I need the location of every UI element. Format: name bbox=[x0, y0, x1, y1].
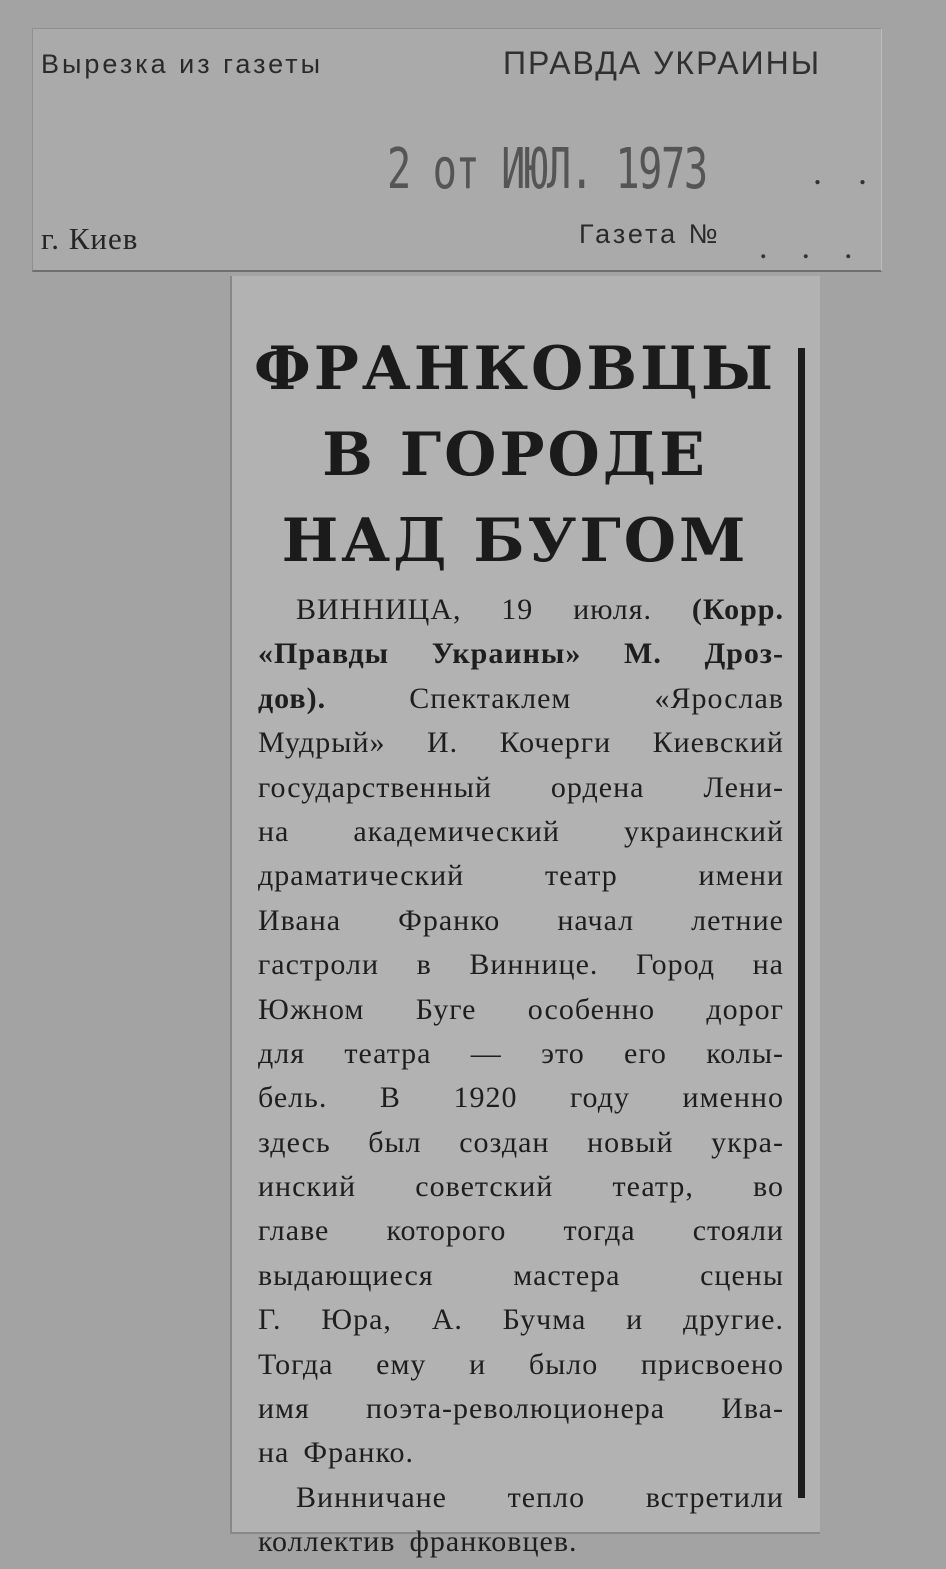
article-word: В bbox=[379, 1081, 401, 1115]
article-word: 1920 bbox=[453, 1081, 518, 1115]
article-line bbox=[258, 677, 784, 721]
article-word: Дроз- bbox=[704, 637, 784, 671]
article-line bbox=[258, 1165, 784, 1209]
article-word: академический bbox=[353, 814, 560, 848]
article-line bbox=[258, 1254, 784, 1298]
article-word: Лени- bbox=[703, 770, 784, 804]
article-word: его bbox=[624, 1036, 667, 1070]
article-line bbox=[258, 1343, 784, 1387]
article-line bbox=[258, 1209, 784, 1253]
article-word: начал bbox=[557, 903, 635, 937]
article-word: государственный bbox=[258, 770, 492, 804]
article-line bbox=[258, 899, 784, 943]
article-line bbox=[258, 854, 784, 898]
date-stamp: 2 от ИЮЛ. 1973 bbox=[387, 137, 707, 202]
article-word: ордена bbox=[550, 770, 645, 804]
article-word: театра bbox=[344, 1036, 432, 1070]
clipping-mount-card bbox=[32, 28, 903, 272]
article-line bbox=[258, 721, 784, 765]
article-word: был bbox=[368, 1125, 422, 1159]
article-word: Юра, bbox=[321, 1303, 392, 1337]
article-line bbox=[258, 1076, 784, 1120]
article-line bbox=[258, 943, 784, 987]
article-word: сцены bbox=[700, 1258, 784, 1292]
article-word: которого bbox=[386, 1214, 507, 1248]
date-dots: .. bbox=[813, 152, 903, 192]
article-line bbox=[258, 1476, 784, 1520]
article-word: тепло bbox=[507, 1480, 586, 1514]
article-word: встретили bbox=[645, 1480, 784, 1514]
article-word: присвоено bbox=[640, 1347, 784, 1381]
article-word: главе bbox=[258, 1214, 330, 1248]
article-word: стояли bbox=[692, 1214, 784, 1248]
article-line bbox=[258, 1431, 784, 1475]
article-line bbox=[258, 588, 784, 632]
article-word: Франко bbox=[398, 903, 501, 937]
article-line bbox=[258, 988, 784, 1032]
article-line bbox=[258, 810, 784, 854]
article-word: это bbox=[541, 1036, 585, 1070]
article-word: во bbox=[753, 1170, 784, 1204]
article-line bbox=[258, 1298, 784, 1342]
article-word: поэта-революционера bbox=[365, 1392, 666, 1426]
article-word: Бучма bbox=[502, 1303, 587, 1337]
article-word: Виннице. bbox=[469, 948, 599, 982]
article-word: на bbox=[258, 814, 290, 848]
article-word: другие. bbox=[682, 1303, 784, 1337]
article-word: бель. bbox=[258, 1081, 328, 1115]
article-word: (Корр. bbox=[691, 593, 784, 626]
article-word: драматический bbox=[258, 859, 465, 893]
article-word: было bbox=[528, 1347, 599, 1381]
article-word: и bbox=[469, 1347, 487, 1381]
article-word: советский bbox=[415, 1170, 554, 1204]
article-word: Буге bbox=[415, 992, 477, 1026]
headline-line: ФРАНКОВЦЫ bbox=[253, 334, 777, 404]
article-line bbox=[258, 1387, 784, 1431]
article-word: театр, bbox=[612, 1170, 694, 1204]
article-line bbox=[258, 1032, 784, 1076]
article-word: «Ярослав bbox=[654, 681, 784, 715]
article-word: Г. bbox=[258, 1303, 282, 1337]
article-word: на bbox=[752, 948, 784, 982]
article-word: имя bbox=[258, 1392, 310, 1426]
article-word: Украины» bbox=[431, 637, 582, 671]
article-word: укра- bbox=[711, 1125, 784, 1159]
article-word: И. bbox=[426, 726, 459, 760]
article-word: «Правды bbox=[258, 637, 390, 671]
article-word: создан bbox=[459, 1125, 550, 1159]
article-word: 19 bbox=[501, 593, 534, 626]
article-word: дорог bbox=[706, 992, 784, 1026]
article-word: на bbox=[258, 1436, 290, 1470]
article-word: А. bbox=[431, 1303, 463, 1337]
article-word: гастроли bbox=[258, 948, 380, 982]
article-body bbox=[258, 588, 784, 1565]
article-word: особенно bbox=[527, 992, 656, 1026]
article-word: украинский bbox=[624, 814, 784, 848]
article-word: Город bbox=[635, 948, 716, 982]
article-word: здесь bbox=[258, 1125, 331, 1159]
article-word: ВИННИЦА, bbox=[296, 593, 462, 626]
article-word: Киевский bbox=[652, 726, 784, 760]
article-word: новый bbox=[587, 1125, 674, 1159]
newspaper-name: ПРАВДА УКРАИНЫ bbox=[503, 45, 822, 81]
headline-line: В ГОРОДЕ bbox=[322, 420, 708, 490]
article-word: ему bbox=[376, 1347, 427, 1381]
article-word: дов). bbox=[258, 681, 327, 715]
article-line bbox=[258, 766, 784, 810]
article-word: тогда bbox=[563, 1214, 636, 1248]
article-word: в bbox=[416, 948, 432, 982]
article-word: для bbox=[258, 1036, 306, 1070]
issue-label: Газета № bbox=[579, 219, 721, 249]
article-word: году bbox=[570, 1081, 630, 1115]
article-word: театр bbox=[544, 859, 618, 893]
article-word: именно bbox=[682, 1081, 784, 1115]
article-word: М. bbox=[624, 637, 662, 671]
article-word: Кочерги bbox=[499, 726, 612, 760]
article-word: Винничане bbox=[296, 1480, 448, 1514]
article-word: Франко. bbox=[303, 1436, 414, 1470]
article-word: мастера bbox=[513, 1258, 621, 1292]
article-word: выдающиеся bbox=[258, 1258, 434, 1292]
article-line bbox=[258, 1121, 784, 1165]
column-rule bbox=[798, 348, 805, 1498]
article-word: летние bbox=[691, 903, 784, 937]
article-line bbox=[258, 632, 784, 676]
newspaper-clipping bbox=[230, 276, 820, 1559]
article-word: франковцев. bbox=[409, 1525, 578, 1559]
article-word: Ивана bbox=[258, 903, 342, 937]
article-line bbox=[258, 1520, 784, 1564]
article-word: колы- bbox=[706, 1036, 784, 1070]
headline-line: НАД БУГОМ bbox=[281, 506, 749, 576]
clipping-label: Вырезка из газеты bbox=[41, 49, 324, 79]
article-word: Тогда bbox=[258, 1347, 334, 1381]
article-headline bbox=[232, 326, 798, 584]
article-word: имени bbox=[698, 859, 784, 893]
article-word: Мудрый» bbox=[258, 726, 386, 760]
article-word: июля. bbox=[573, 593, 653, 626]
article-word: инский bbox=[258, 1170, 357, 1204]
city-label: г. Киев bbox=[41, 221, 139, 256]
article-word: Южном bbox=[258, 992, 365, 1026]
article-word: Ива- bbox=[721, 1392, 784, 1426]
article-word: коллектив bbox=[258, 1525, 396, 1559]
article-word: Спектаклем bbox=[409, 681, 572, 715]
article-word: — bbox=[470, 1036, 502, 1070]
issue-dots: ... bbox=[759, 229, 887, 266]
article-word: и bbox=[626, 1303, 644, 1337]
